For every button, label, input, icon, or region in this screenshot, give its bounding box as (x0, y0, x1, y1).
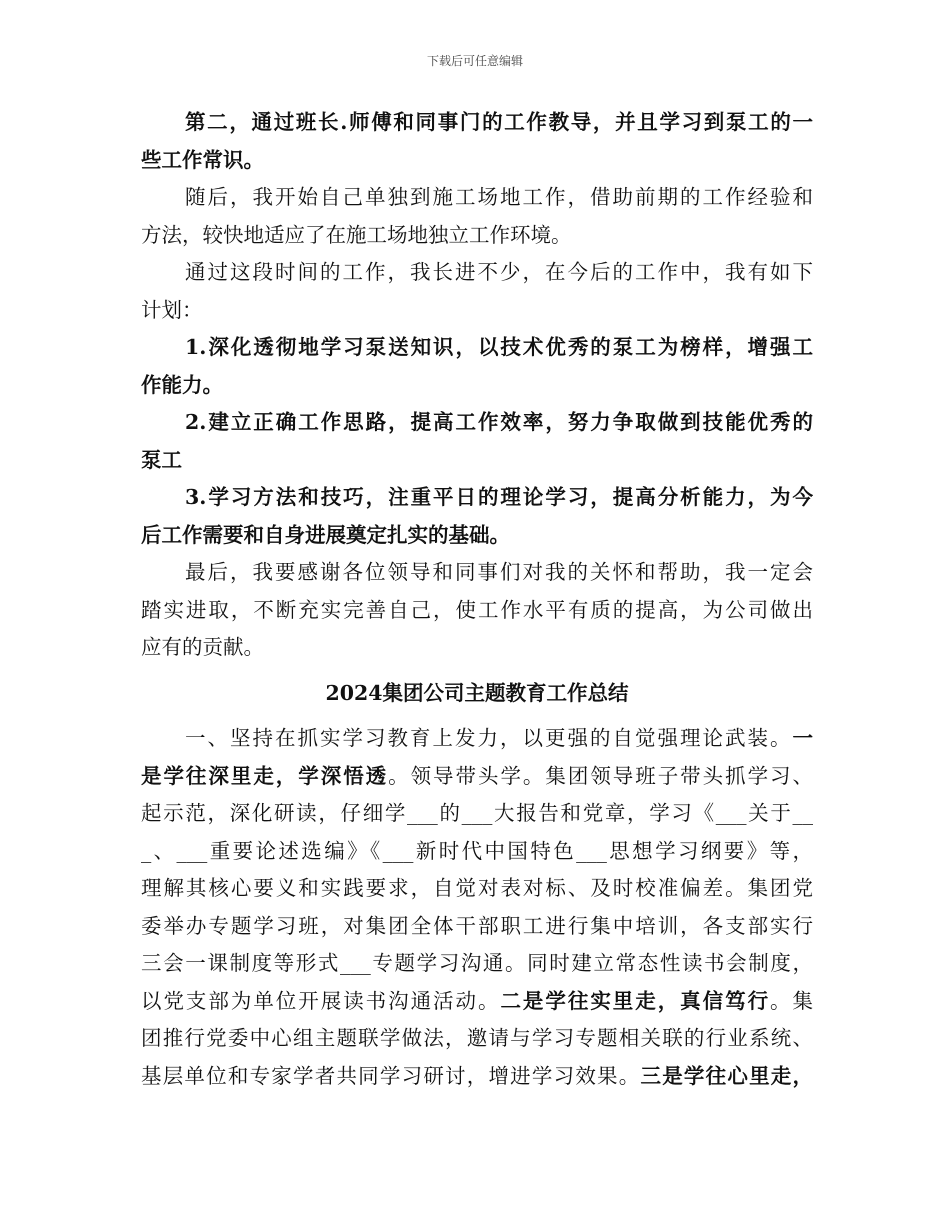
paragraph-second (141, 104, 813, 179)
plan-item-2 (141, 404, 813, 479)
text-line: 2.建立正确工作思路，提高工作效率，努力争取做到技能优秀的 (185, 410, 813, 434)
text-line: 些工作常识。 (141, 147, 264, 172)
text-line: 理解其核心要义和实践要求，自觉对表对标、及时校准偏差。集团党 (141, 876, 813, 900)
text-line (141, 983, 813, 1021)
plan-item-3 (141, 479, 813, 554)
text-line: 作能力。 (141, 372, 223, 397)
text-line: 三会一课制度等形式___专题学习沟通。同时建立常态性读书会制度， (141, 951, 813, 975)
text-line: 起示范，深化研读，仔细学___的___大报告和党章，学习《___关于__ (141, 801, 813, 825)
text-line: 团推行党委中心组主题联学做法，邀请与学习专题相关联的行业系统、 (141, 1026, 813, 1050)
text-line (141, 720, 813, 758)
paragraph-plans-intro (141, 254, 813, 329)
text-line: 计划： (141, 297, 203, 322)
text-line: 泵工 (141, 447, 182, 472)
text-run: 以党支部为单位开展读书沟通活动。 (141, 988, 501, 1013)
text-line: 第二，通过班长.师傅和同事门的工作教导，并且学习到泵工的一 (185, 110, 813, 134)
paragraph-finally (141, 554, 813, 667)
text-line: 委举办专题学习班，对集团全体干部职工进行集中培训，各支部实行 (141, 913, 813, 938)
text-line (141, 758, 813, 796)
bold-run: 三是学往心里走， (640, 1063, 814, 1088)
text-line: 通过这段时间的工作，我长进不少，在今后的工作中，我有如下 (185, 260, 813, 284)
text-line: _、___重要论述选编》《___新时代中国特色___思想学习纲要》等， (141, 838, 813, 863)
bold-run: 是学往深里走，学深悟透 (141, 763, 389, 788)
page-header: 下载后可任意编辑 (426, 54, 523, 68)
text-line: 后工作需要和自身进展奠定扎实的基础。 (141, 522, 510, 547)
text-run: 。领导带头学。集团领导班子带头抓学习、 (388, 763, 814, 788)
paragraph-afterwards (141, 179, 813, 254)
text-line: 最后，我要感谢各位领导和同事们对我的关怀和帮助，我一定会 (185, 560, 813, 584)
text-run: 一、坚持在抓实学习教育上发力，以更强的自觉强理论武装。 (185, 726, 793, 750)
text-line: 踏实进取，不断充实完善自己，使工作水平有质的提高，为公司做出 (141, 597, 813, 622)
bold-run: 二是学往实里走，真信笃行 (500, 988, 771, 1013)
plan-item-1 (141, 329, 813, 404)
text-line: 应有的贡献。 (141, 635, 264, 659)
text-run: 基层单位和专家学者共同学习研讨，增进学习效果。 (141, 1063, 641, 1088)
text-run: 。集 (770, 988, 814, 1013)
document-body (141, 104, 813, 1095)
bold-run: 一 (792, 726, 813, 750)
text-line: 方法，较快地适应了在施工场地独立工作环境。 (141, 222, 572, 247)
section-title: 2024集团公司主题教育工作总结 (325, 680, 629, 705)
text-line: 3.学习方法和技巧，注重平日的理论学习，提高分析能力，为今 (185, 485, 813, 509)
text-line: 随后，我开始自己单独到施工场地工作，借助前期的工作经验和 (185, 185, 813, 209)
section-paragraph (141, 720, 813, 1095)
text-line (141, 1058, 813, 1096)
text-line: 1.深化透彻地学习泵送知识，以技术优秀的泵工为榜样，增强工 (185, 335, 813, 359)
